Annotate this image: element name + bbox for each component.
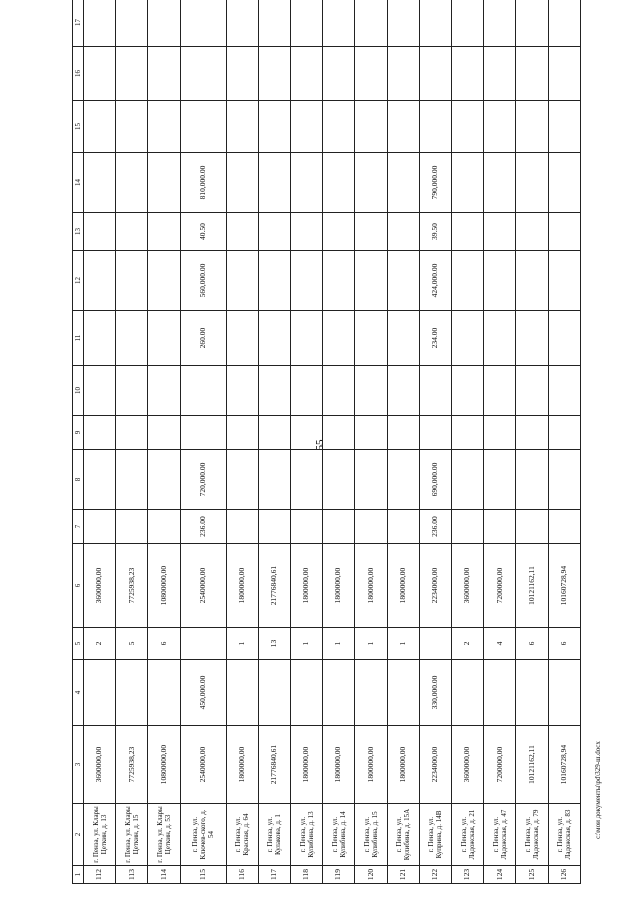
table-row: [387, 0, 419, 884]
table-cell-col-7: 236.00: [419, 510, 451, 544]
table-cell-col-16: [387, 47, 419, 101]
table-cell-col-16: [548, 47, 580, 101]
table-cell-col-3: 2234000,00: [419, 726, 451, 804]
column-header-6: 6: [73, 544, 84, 628]
table-cell-col-9: [84, 416, 116, 450]
column-header-3: 3: [73, 726, 84, 804]
table-cell-col-13: [355, 213, 387, 251]
table-cell-col-6: 7200000,00: [484, 544, 516, 628]
table-row: [452, 0, 484, 884]
table-cell-col-4: [387, 660, 419, 726]
table-cell-col-9: [180, 416, 226, 450]
table-cell-col-10: [484, 366, 516, 416]
table-cell-col-16: [355, 47, 387, 101]
table-cell-col-5: 4: [484, 628, 516, 660]
table-cell-col-1: 118: [290, 866, 322, 884]
column-header-1: 1: [73, 866, 84, 884]
table-cell-col-15: [452, 101, 484, 153]
table-cell-col-5: [419, 628, 451, 660]
table-cell-col-4: [484, 660, 516, 726]
table-cell-col-4: [148, 660, 180, 726]
table-cell-col-12: 424,000.00: [419, 251, 451, 311]
table-cell-col-9: [452, 416, 484, 450]
table-cell-col-9: [116, 416, 148, 450]
table-cell-col-15: [148, 101, 180, 153]
table-cell-col-3: 1800000,00: [290, 726, 322, 804]
table-cell-col-17: [148, 0, 180, 47]
table-cell-col-8: [84, 450, 116, 510]
table-row: [516, 0, 548, 884]
table-cell-col-14: [84, 153, 116, 213]
table-cell-col-3: 3600000,00: [452, 726, 484, 804]
table-cell-col-7: [290, 510, 322, 544]
table-cell-col-7: [484, 510, 516, 544]
table-cell-col-9: [548, 416, 580, 450]
table-cell-col-7: [84, 510, 116, 544]
table-cell-col-9: [323, 416, 355, 450]
table-cell-col-11: 260.00: [180, 311, 226, 366]
table-cell-col-11: [323, 311, 355, 366]
data-table: [72, 0, 581, 884]
table-cell-col-8: [516, 450, 548, 510]
table-cell-col-15: [258, 101, 290, 153]
table-cell-col-3: 1800000,00: [387, 726, 419, 804]
table-cell-col-5: 6: [516, 628, 548, 660]
table-cell-col-7: [452, 510, 484, 544]
table-cell-col-8: 690,000.00: [419, 450, 451, 510]
table-cell-col-2: г. Пенза, ул. Куприна, д. 14В: [419, 804, 451, 866]
table-cell-col-2: г. Пенза, ул. Клары Цеткин, д. 15: [116, 804, 148, 866]
table-cell-col-17: [452, 0, 484, 47]
table-cell-col-14: 790,000.00: [419, 153, 451, 213]
table-cell-col-3: 10800000,00: [148, 726, 180, 804]
table-cell-col-7: 236.00: [180, 510, 226, 544]
table-cell-col-10: [355, 366, 387, 416]
table-row: [116, 0, 148, 884]
table-cell-col-14: [116, 153, 148, 213]
table-cell-col-6: 3600000,00: [452, 544, 484, 628]
table-cell-col-15: [226, 101, 258, 153]
table-cell-col-2: г. Пенза, ул. Кулакова, д. 1: [258, 804, 290, 866]
table-cell-col-4: [516, 660, 548, 726]
table-cell-col-6: 2540000,00: [180, 544, 226, 628]
table-cell-col-5: 1: [387, 628, 419, 660]
table-cell-col-9: [419, 416, 451, 450]
table-cell-col-10: [148, 366, 180, 416]
table-cell-col-12: [452, 251, 484, 311]
table-cell-col-16: [419, 47, 451, 101]
table-cell-col-16: [452, 47, 484, 101]
table-cell-col-15: [419, 101, 451, 153]
table-cell-col-1: 120: [355, 866, 387, 884]
table-cell-col-13: [484, 213, 516, 251]
table-cell-col-4: [355, 660, 387, 726]
table-cell-col-17: [116, 0, 148, 47]
table-cell-col-10: [452, 366, 484, 416]
table-cell-col-14: [516, 153, 548, 213]
table-cell-col-16: [84, 47, 116, 101]
table-cell-col-5: 1: [226, 628, 258, 660]
table-cell-col-10: [84, 366, 116, 416]
table-cell-col-10: [516, 366, 548, 416]
table-cell-col-15: [484, 101, 516, 153]
table-row: [290, 0, 322, 884]
table-cell-col-2: г. Пенза, ул. Красная, д. 64: [226, 804, 258, 866]
table-cell-col-14: [323, 153, 355, 213]
table-cell-col-2: г. Пенза, ул. Ладожская, д. 83: [548, 804, 580, 866]
column-header-13: 13: [73, 213, 84, 251]
table-row: [148, 0, 180, 884]
table-cell-col-3: 1800000,00: [226, 726, 258, 804]
column-header-12: 12: [73, 251, 84, 311]
table-cell-col-4: 450,000.00: [180, 660, 226, 726]
table-cell-col-17: [548, 0, 580, 47]
table-cell-col-1: 124: [484, 866, 516, 884]
table-cell-col-14: 810,000.00: [180, 153, 226, 213]
table-cell-col-2: г. Пенза, ул. Кулибина, д. 13: [290, 804, 322, 866]
column-header-5: 5: [73, 628, 84, 660]
table-cell-col-1: 122: [419, 866, 451, 884]
table-cell-col-10: [226, 366, 258, 416]
table-cell-col-2: г. Пенза, ул. Кулибина, д. 15А: [387, 804, 419, 866]
table-cell-col-2: г. Пенза, ул. Ключев-ского, д. 54: [180, 804, 226, 866]
table-cell-col-17: [180, 0, 226, 47]
table-cell-col-7: [116, 510, 148, 544]
table-cell-col-13: 39.50: [419, 213, 451, 251]
table-cell-col-12: [84, 251, 116, 311]
table-cell-col-13: [226, 213, 258, 251]
table-cell-col-14: [484, 153, 516, 213]
table-cell-col-7: [148, 510, 180, 544]
header-row: [73, 0, 84, 884]
table-cell-col-8: [387, 450, 419, 510]
table-cell-col-16: [148, 47, 180, 101]
table-cell-col-10: [290, 366, 322, 416]
table-cell-col-13: [548, 213, 580, 251]
table-cell-col-4: [548, 660, 580, 726]
table-cell-col-12: [226, 251, 258, 311]
table-cell-col-14: [548, 153, 580, 213]
table-cell-col-6: 2234000,00: [419, 544, 451, 628]
table-cell-col-2: г. Пенза, ул. Ладожская, д. 79: [516, 804, 548, 866]
table-cell-col-16: [484, 47, 516, 101]
table-cell-col-2: г. Пенза, ул. Кулибина, д. 15: [355, 804, 387, 866]
table-cell-col-17: [323, 0, 355, 47]
table-cell-col-7: [387, 510, 419, 544]
table-row: [355, 0, 387, 884]
column-header-4: 4: [73, 660, 84, 726]
table-cell-col-6: 1800000,00: [323, 544, 355, 628]
column-header-8: 8: [73, 450, 84, 510]
table-cell-col-16: [290, 47, 322, 101]
table-cell-col-8: [226, 450, 258, 510]
table-cell-col-14: [258, 153, 290, 213]
table-cell-col-5: 2: [84, 628, 116, 660]
table-body: [84, 0, 581, 884]
table-cell-col-9: [484, 416, 516, 450]
table-cell-col-11: [226, 311, 258, 366]
table-cell-col-11: [387, 311, 419, 366]
table-cell-col-1: 117: [258, 866, 290, 884]
table-cell-col-13: [387, 213, 419, 251]
table-cell-col-17: [258, 0, 290, 47]
column-header-9: 9: [73, 416, 84, 450]
table-wrapper: [72, 15, 581, 884]
table-cell-col-8: [548, 450, 580, 510]
column-header-7: 7: [73, 510, 84, 544]
table-row: [226, 0, 258, 884]
table-cell-col-4: 330,000.00: [419, 660, 451, 726]
table-cell-col-12: [355, 251, 387, 311]
table-cell-col-3: 1800000,00: [323, 726, 355, 804]
table-cell-col-2: г. Пенза, ул. Кулибина, д. 14: [323, 804, 355, 866]
table-cell-col-7: [226, 510, 258, 544]
table-cell-col-5: 2: [452, 628, 484, 660]
table-cell-col-17: [355, 0, 387, 47]
table-cell-col-1: 125: [516, 866, 548, 884]
table-cell-col-11: [148, 311, 180, 366]
table-cell-col-6: 10160728,94: [548, 544, 580, 628]
table-row: [548, 0, 580, 884]
table-cell-col-14: [387, 153, 419, 213]
table-cell-col-8: [290, 450, 322, 510]
table-cell-col-10: [116, 366, 148, 416]
column-header-2: 2: [73, 804, 84, 866]
table-cell-col-13: [516, 213, 548, 251]
table-cell-col-15: [116, 101, 148, 153]
table-cell-col-10: [548, 366, 580, 416]
table-cell-col-9: [226, 416, 258, 450]
table-cell-col-3: 7725938,23: [116, 726, 148, 804]
table-cell-col-7: [323, 510, 355, 544]
table-cell-col-4: [290, 660, 322, 726]
table-cell-col-3: 1800000,00: [355, 726, 387, 804]
table-cell-col-1: 123: [452, 866, 484, 884]
table-cell-col-11: [116, 311, 148, 366]
table-cell-col-10: [323, 366, 355, 416]
table-cell-col-13: [452, 213, 484, 251]
table-cell-col-9: [355, 416, 387, 450]
table-cell-col-16: [516, 47, 548, 101]
table-cell-col-5: 1: [290, 628, 322, 660]
table-cell-col-1: 126: [548, 866, 580, 884]
table-cell-col-11: [484, 311, 516, 366]
table-cell-col-15: [180, 101, 226, 153]
column-header-16: 16: [73, 47, 84, 101]
table-cell-col-5: 6: [148, 628, 180, 660]
table-cell-col-3: 10160728,94: [548, 726, 580, 804]
table-row: [484, 0, 516, 884]
table-cell-col-2: г. Пенза, ул. Ладожская, д. 21: [452, 804, 484, 866]
table-cell-col-15: [548, 101, 580, 153]
table-cell-col-6: 1800000,00: [290, 544, 322, 628]
table-cell-col-14: [290, 153, 322, 213]
table-cell-col-4: [116, 660, 148, 726]
table-cell-col-10: [387, 366, 419, 416]
table-cell-col-12: [548, 251, 580, 311]
table-cell-col-11: [258, 311, 290, 366]
table-cell-col-4: [452, 660, 484, 726]
table-cell-col-11: [355, 311, 387, 366]
table-cell-col-8: [355, 450, 387, 510]
table-cell-col-2: г. Пенза, ул. Клары Цеткин, д. 53: [148, 804, 180, 866]
table-cell-col-4: [226, 660, 258, 726]
table-cell-col-6: 10121162,11: [516, 544, 548, 628]
table-cell-col-5: 1: [355, 628, 387, 660]
table-cell-col-13: 40.50: [180, 213, 226, 251]
table-cell-col-17: [419, 0, 451, 47]
table-cell-col-14: [148, 153, 180, 213]
table-cell-col-17: [290, 0, 322, 47]
table-cell-col-15: [323, 101, 355, 153]
table-cell-col-9: [516, 416, 548, 450]
table-cell-col-9: [387, 416, 419, 450]
table-cell-col-10: [258, 366, 290, 416]
table-cell-col-16: [258, 47, 290, 101]
table-cell-col-15: [84, 101, 116, 153]
table-cell-col-1: 116: [226, 866, 258, 884]
table-cell-col-12: 560,000.00: [180, 251, 226, 311]
table-cell-col-12: [148, 251, 180, 311]
table-cell-col-2: г. Пенза, ул. Клары Цеткин, д. 13: [84, 804, 116, 866]
column-header-17: 17: [73, 0, 84, 47]
table-cell-col-13: [84, 213, 116, 251]
table-cell-col-1: 119: [323, 866, 355, 884]
table-cell-col-11: [84, 311, 116, 366]
table-cell-col-7: [548, 510, 580, 544]
table-cell-col-3: 3600000,00: [84, 726, 116, 804]
table-cell-col-12: [387, 251, 419, 311]
table-cell-col-8: 720,000.00: [180, 450, 226, 510]
table-cell-col-9: [290, 416, 322, 450]
table-cell-col-10: [419, 366, 451, 416]
table-cell-col-3: 21776840,61: [258, 726, 290, 804]
table-cell-col-8: [116, 450, 148, 510]
table-cell-col-11: [290, 311, 322, 366]
table-cell-col-12: [290, 251, 322, 311]
table-cell-col-1: 121: [387, 866, 419, 884]
table-cell-col-7: [258, 510, 290, 544]
table-cell-col-14: [452, 153, 484, 213]
table-cell-col-15: [516, 101, 548, 153]
table-cell-col-9: [148, 416, 180, 450]
table-cell-col-6: 10800000,00: [148, 544, 180, 628]
table-cell-col-15: [387, 101, 419, 153]
table-cell-col-8: [258, 450, 290, 510]
table-cell-col-17: [484, 0, 516, 47]
table-row: [180, 0, 226, 884]
table-cell-col-17: [516, 0, 548, 47]
table-cell-col-16: [323, 47, 355, 101]
table-cell-col-3: 10121162,11: [516, 726, 548, 804]
table-cell-col-13: [258, 213, 290, 251]
table-cell-col-11: [548, 311, 580, 366]
table-cell-col-17: [84, 0, 116, 47]
table-cell-col-11: [516, 311, 548, 366]
table-row: [323, 0, 355, 884]
table-cell-col-1: 114: [148, 866, 180, 884]
footer-path: c:\мои документы\pd\329-ш.docx: [594, 741, 602, 839]
table-cell-col-13: [323, 213, 355, 251]
table-row: [84, 0, 116, 884]
table-cell-col-4: [84, 660, 116, 726]
table-cell-col-6: 21776840,61: [258, 544, 290, 628]
table-cell-col-6: 1800000,00: [226, 544, 258, 628]
table-cell-col-16: [116, 47, 148, 101]
table-cell-col-7: [516, 510, 548, 544]
table-cell-col-11: [452, 311, 484, 366]
table-cell-col-6: 1800000,00: [355, 544, 387, 628]
table-cell-col-16: [226, 47, 258, 101]
table-cell-col-6: 3600000,00: [84, 544, 116, 628]
table-cell-col-14: [226, 153, 258, 213]
table-cell-col-16: [180, 47, 226, 101]
table-cell-col-9: [258, 416, 290, 450]
table-row: [419, 0, 451, 884]
table-cell-col-2: г. Пенза, ул. Ладожская, д. 47: [484, 804, 516, 866]
table-cell-col-1: 113: [116, 866, 148, 884]
table-cell-col-10: [180, 366, 226, 416]
table-cell-col-5: 6: [548, 628, 580, 660]
table-cell-col-5: 13: [258, 628, 290, 660]
column-header-14: 14: [73, 153, 84, 213]
table-cell-col-12: [258, 251, 290, 311]
table-cell-col-13: [148, 213, 180, 251]
table-cell-col-3: 7200000,00: [484, 726, 516, 804]
table-row: [258, 0, 290, 884]
table-cell-col-8: [484, 450, 516, 510]
table-cell-col-5: [180, 628, 226, 660]
table-cell-col-3: 2540000,00: [180, 726, 226, 804]
table-cell-col-15: [290, 101, 322, 153]
table-cell-col-8: [323, 450, 355, 510]
table-cell-col-1: 112: [84, 866, 116, 884]
table-cell-col-11: 234.00: [419, 311, 451, 366]
table-cell-col-12: [323, 251, 355, 311]
page-number: 55: [314, 439, 326, 451]
column-header-11: 11: [73, 311, 84, 366]
table-cell-col-4: [258, 660, 290, 726]
table-cell-col-1: 115: [180, 866, 226, 884]
table-cell-col-12: [116, 251, 148, 311]
table-cell-col-17: [387, 0, 419, 47]
column-header-15: 15: [73, 101, 84, 153]
column-header-10: 10: [73, 366, 84, 416]
table-cell-col-17: [226, 0, 258, 47]
table-cell-col-5: 1: [323, 628, 355, 660]
table-cell-col-8: [148, 450, 180, 510]
table-cell-col-4: [323, 660, 355, 726]
table-cell-col-15: [355, 101, 387, 153]
table-cell-col-7: [355, 510, 387, 544]
table-cell-col-13: [116, 213, 148, 251]
table-cell-col-13: [290, 213, 322, 251]
rotated-table-container: [72, 15, 581, 884]
table-cell-col-12: [516, 251, 548, 311]
table-cell-col-6: 7725938,23: [116, 544, 148, 628]
table-cell-col-6: 1800000,00: [387, 544, 419, 628]
table-cell-col-8: [452, 450, 484, 510]
table-cell-col-12: [484, 251, 516, 311]
table-cell-col-5: 5: [116, 628, 148, 660]
table-cell-col-14: [355, 153, 387, 213]
